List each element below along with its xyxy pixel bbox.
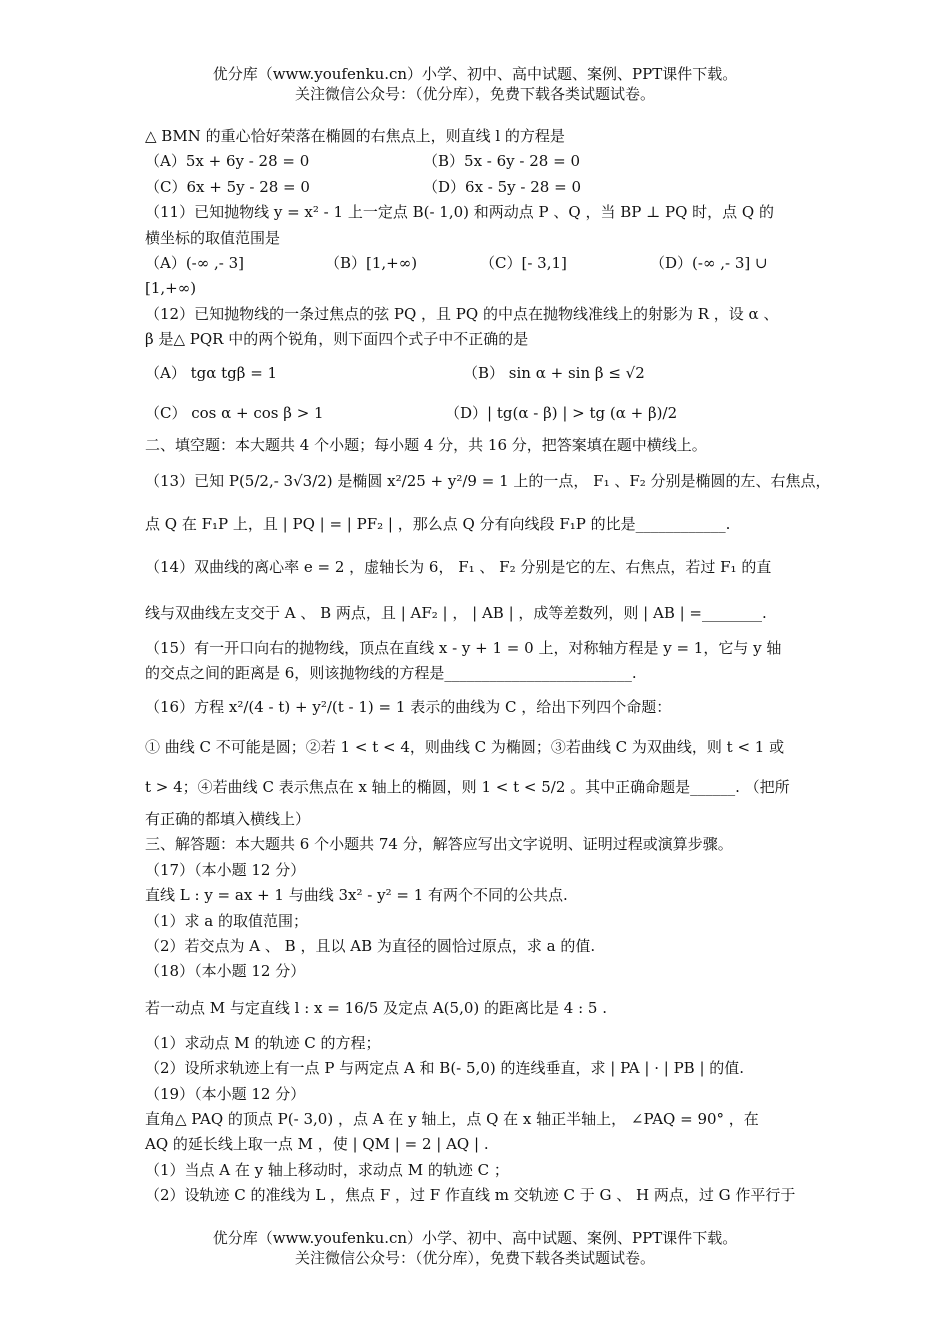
- footer-line-1: 优分库（www.youfenku.cn）小学、初中、高中试题、案例、PPT课件下载。: [212, 1229, 738, 1247]
- q12-options-cd: [145, 393, 813, 433]
- q10-option-b: （B）5x - 6y - 28 = 0: [423, 152, 580, 171]
- q19-title: （19）（本小题 12 分）: [145, 1084, 306, 1103]
- q10-option-d: （D）6x - 5y - 28 = 0: [423, 177, 581, 196]
- q11-option-d: （D）(-∞ ,- 3] ∪: [650, 254, 768, 273]
- q17-part-2: （2）若交点为 A 、 B ，且以 AB 为直径的圆恰过原点，求 a 的值.: [145, 936, 596, 955]
- q11-option-b: （B）[1,+∞): [325, 254, 418, 273]
- q11-options: [145, 251, 813, 276]
- q11-stem-cont: 横坐标的取值范围是: [145, 228, 281, 247]
- q11-stem: （11）已知抛物线 y = x² - 1 上一定点 B(- 1,0) 和两动点 P 、Q ，当 BP ⊥ PQ 时，点 Q 的: [145, 203, 774, 222]
- q16-propositions-3: 有正确的都填入横线上）: [145, 809, 311, 828]
- q18-title: （18）（本小题 12 分）: [145, 962, 306, 981]
- q11-option-c: （C）[- 3,1]: [480, 254, 567, 273]
- page-footer: [0, 1228, 950, 1268]
- q12-stem-cont: β 是△ PQR 中的两个锐角，则下面四个式子中不正确的是: [145, 330, 529, 349]
- q11-option-a: （A）(-∞ ,- 3]: [145, 254, 245, 273]
- q13-stem-cont: 点 Q 在 F₁P 上，且 | PQ | = | PF₂ | ，那么点 Q 分有向线段 F₁P 的比是____________.: [145, 515, 731, 534]
- page-header: [0, 64, 950, 104]
- q12-options-ab: [145, 353, 813, 393]
- q10-stem-tail: △ BMN 的重心恰好荣落在椭圆的右焦点上，则直线 l 的方程是: [145, 127, 565, 145]
- header-line-2: 关注微信公众号：（优分库），免费下载各类试题试卷。: [294, 85, 655, 103]
- q10-options-ab: [145, 149, 813, 174]
- q12-option-d: （D）| tg(α - β) | > tg (α + β)/2: [445, 403, 678, 422]
- q19-part-1: （1）当点 A 在 y 轴上移动时，求动点 M 的轨迹 C ；: [145, 1160, 509, 1179]
- q10-option-c: （C）6x + 5y - 28 = 0: [145, 177, 310, 196]
- section-2-heading: 二、填空题：本大题共 4 个小题；每小题 4 分，共 16 分，把答案填在题中横线上。: [145, 435, 707, 454]
- q13-stem: （13）已知 P(5/2,- 3√3/2) 是椭圆 x²/25 + y²/9 = 1 上的一点， F₁ 、F₂ 分别是椭圆的左、右焦点，: [145, 472, 831, 491]
- header-line-1: 优分库（www.youfenku.cn）小学、初中、高中试题、案例、PPT课件下载。: [212, 65, 738, 83]
- q12-stem: （12）已知抛物线的一条过焦点的弦 PQ ，且 PQ 的中点在抛物线准线上的射影为 R ，设 α 、: [145, 304, 779, 323]
- q12-option-c: （C） cos α + cos β > 1: [145, 403, 324, 422]
- exam-body: [145, 124, 831, 1209]
- q16-propositions-1: ① 曲线 C 不可能是圆；②若 1 < t < 4，则曲线 C 为椭圆；③若曲线 C 为双曲线，则 t < 1 或: [145, 737, 785, 756]
- q15-stem: （15）有一开口向右的抛物线，顶点在直线 x - y + 1 = 0 上，对称轴方程是 y = 1，它与 y 轴: [145, 639, 782, 658]
- q10-option-a: （A）5x + 6y - 28 = 0: [145, 152, 310, 171]
- q19-part-2: （2）设轨迹 C 的准线为 L ，焦点 F ，过 F 作直线 m 交轨迹 C 于 G 、 H 两点，过 G 作平行于: [145, 1186, 796, 1205]
- q18-stem: 若一动点 M 与定直线 l : x = 16/5 及定点 A(5,0) 的距离比是 4 : 5 .: [145, 998, 607, 1017]
- q18-part-1: （1）求动点 M 的轨迹 C 的方程；: [145, 1033, 381, 1052]
- q17-title: （17）（本小题 12 分）: [145, 860, 306, 879]
- q12-option-b: （B） sin α + sin β ≤ √2: [463, 363, 645, 382]
- section-3-heading: 三、解答题：本大题共 6 个小题共 74 分，解答应写出文字说明、证明过程或演算步骤。: [145, 835, 733, 854]
- q16-propositions-2: t > 4；④若曲线 C 表示焦点在 x 轴上的椭圆，则 1 < t < 5/2 。其中正确命题是______. （把所: [145, 777, 790, 796]
- q17-stem: 直线 L : y = ax + 1 与曲线 3x² - y² = 1 有两个不同的公共点.: [145, 886, 568, 905]
- q12-option-a: （A） tgα tgβ = 1: [145, 363, 278, 382]
- footer-line-2: 关注微信公众号：（优分库），免费下载各类试题试卷。: [294, 1249, 655, 1267]
- q16-stem: （16）方程 x²/(4 - t) + y²/(t - 1) = 1 表示的曲线为 C ，给出下列四个命题：: [145, 697, 672, 716]
- q15-stem-cont: 的交点之间的距离是 6，则该抛物线的方程是_________________________.: [145, 664, 637, 683]
- q11-option-d-cont: [1,+∞): [145, 279, 197, 298]
- q18-part-2: （2）设所求轨迹上有一点 P 与两定点 A 和 B(- 5,0) 的连线垂直，求 | PA | · | PB | 的值.: [145, 1059, 745, 1078]
- q19-stem: 直角△ PAQ 的顶点 P(- 3,0) ，点 A 在 y 轴上，点 Q 在 x 轴正半轴上， ∠PAQ = 90° ，在: [145, 1109, 759, 1128]
- q14-stem: （14）双曲线的离心率 e = 2 ，虚轴长为 6， F₁ 、 F₂ 分别是它的左、右焦点，若过 F₁ 的直: [145, 558, 772, 577]
- q14-stem-cont: 线与双曲线左支交于 A 、 B 两点，且 | AF₂ | ， | AB | ，成等差数列，则 | AB | =________.: [145, 604, 767, 623]
- q19-stem-cont: AQ 的延长线上取一点 M ，使 | QM | = 2 | AQ | .: [145, 1135, 489, 1154]
- q10-options-cd: [145, 175, 813, 200]
- q17-part-1: （1）求 a 的取值范围；: [145, 911, 309, 930]
